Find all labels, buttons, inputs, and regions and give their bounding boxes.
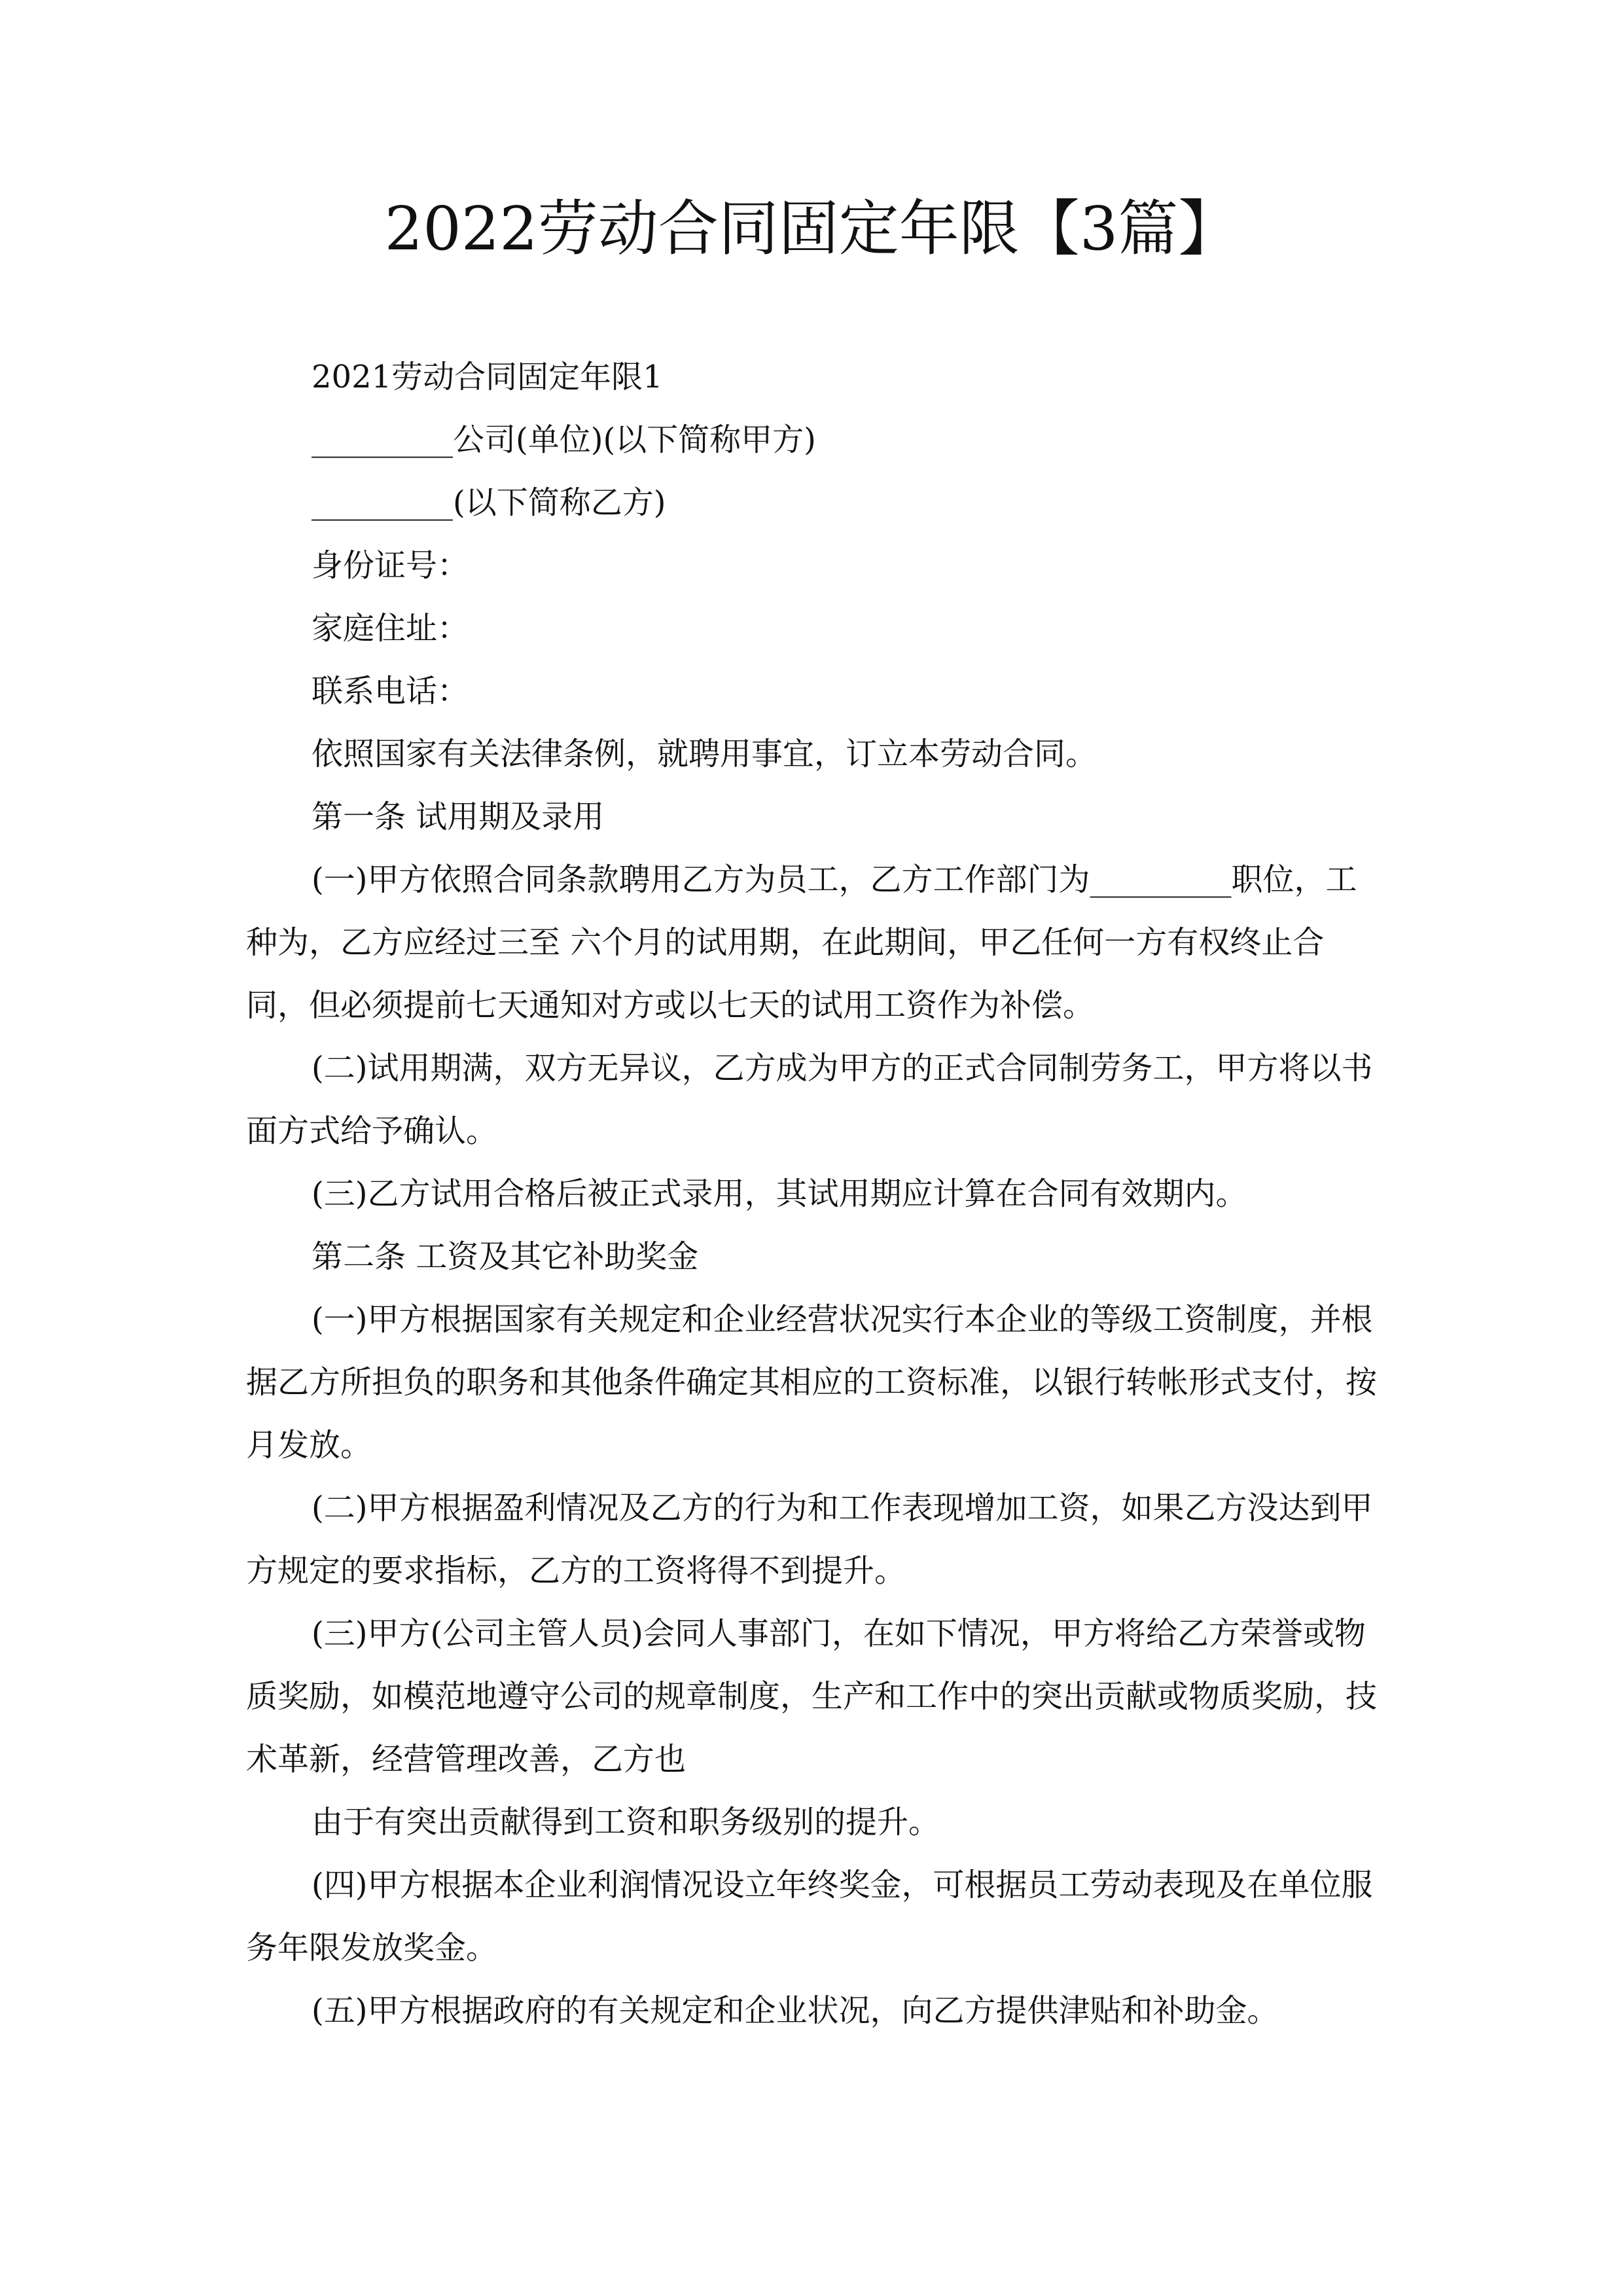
article-1-heading: 第一条 试用期及录用: [312, 798, 605, 835]
heading-contract-1: 2021劳动合同固定年限1: [312, 359, 663, 395]
document-title: 2022劳动合同固定年限【3篇】: [384, 194, 1239, 264]
article-2-clause-2: (二)甲方根据盈利情况及乙方的行为和工作表现增加工资，如果乙方没达到甲方规定的要求指标，乙方的工资将得不到提升。: [246, 1490, 1373, 1589]
article-2-clause-1: (一)甲方根据国家有关规定和企业经营状况实行本企业的等级工资制度，并根据乙方所担负的职务和其他条件确定其相应的工资标准，以银行转帐形式支付，按月发放。: [246, 1301, 1378, 1463]
home-address-label: 家庭住址：: [312, 610, 469, 647]
party-b-line: _________(以下简称乙方): [312, 484, 666, 521]
article-1-clause-2: (二)试用期满，双方无异议，乙方成为甲方的正式合同制劳务工，甲方将以书面方式给予确认。: [246, 1050, 1373, 1149]
article-2-clause-4: (四)甲方根据本企业利润情况设立年终奖金，可根据员工劳动表现及在单位服务年限发放奖金。: [246, 1867, 1373, 1966]
party-a-line: _________公司(单位)(以下简称甲方): [312, 422, 816, 458]
phone-label: 联系电话：: [312, 673, 469, 709]
document-body: [246, 346, 1386, 2042]
article-2-clause-3: (三)甲方(公司主管人员)会同人事部门，在如下情况，甲方将给乙方荣誉或物质奖励，如模范地遵守公司的规章制度，生产和工作中的突出贡献或物质奖励，技术革新，经营管理改善，乙方也: [246, 1615, 1378, 1778]
article-1-clause-1: (一)甲方依照合同条款聘用乙方为员工，乙方工作部门为_________职位，工种为，乙方应经过三至 六个月的试用期，在此期间，甲乙任何一方有权终止合同，但必须提前七天通知对方或以七天的试用工资作为补偿。: [246, 861, 1357, 1024]
article-2-clause-5: (五)甲方根据政府的有关规定和企业状况，向乙方提供津贴和补助金。: [312, 1992, 1279, 2029]
article-2-heading: 第二条 工资及其它补助奖金: [312, 1238, 699, 1275]
id-number-label: 身份证号：: [312, 547, 469, 584]
article-2-clause-3-cont: 由于有突出贡献得到工资和职务级别的提升。: [312, 1804, 940, 1840]
preamble-paragraph: 依照国家有关法律条例，就聘用事宜，订立本劳动合同。: [312, 736, 1097, 772]
article-1-clause-3: (三)乙方试用合格后被正式录用，其试用期应计算在合同有效期内。: [312, 1175, 1247, 1212]
